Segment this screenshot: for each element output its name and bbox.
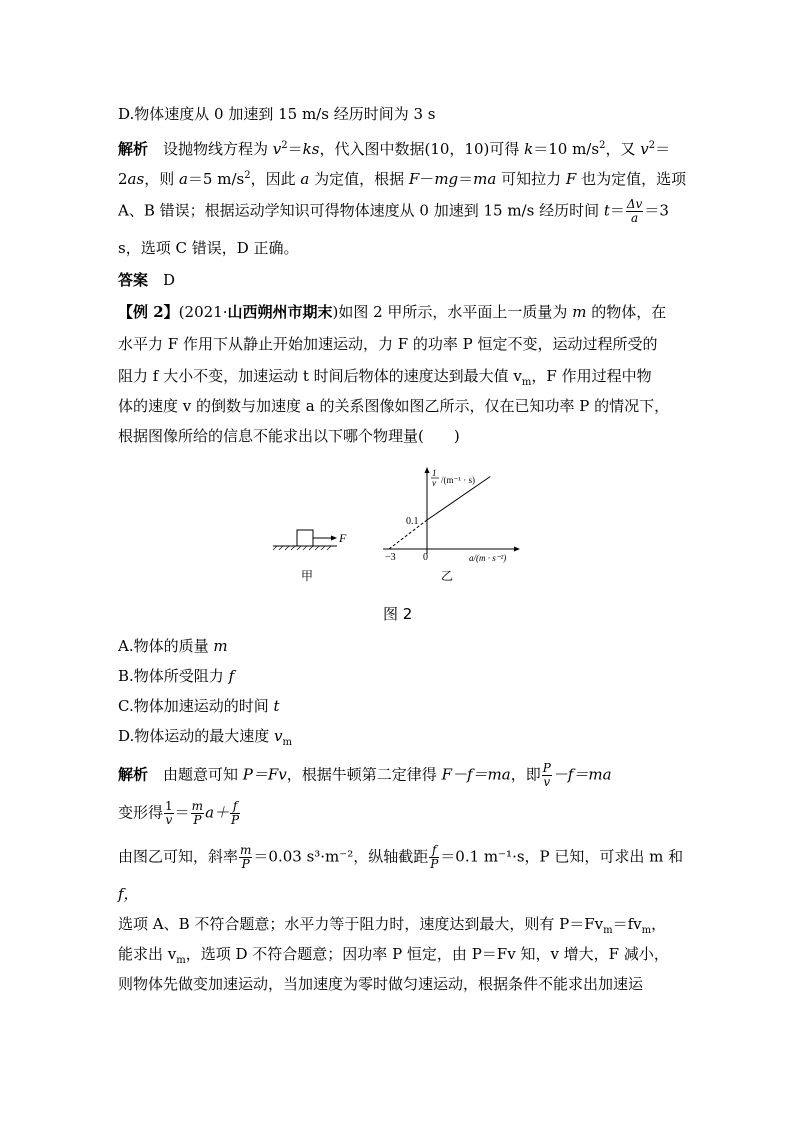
denominator: P [231, 813, 240, 827]
text-seg: 阻力 f 大小不变，加速运动 t 时间后物体的速度达到最大值 v [118, 367, 522, 385]
option-b [118, 666, 234, 686]
text-seg: 选项 A、B 不符合题意；水平力等于阻力时，速度达到最大，则有 P＝Fv [118, 915, 604, 933]
answer-value: D [163, 271, 176, 289]
var: k [524, 140, 534, 158]
diagram-jia [273, 530, 347, 583]
text-seg: ，选项 D 不符合题意；因功率 P 恒定，由 P＝Fv 知，v 增大，F 减小， [185, 945, 669, 963]
text-seg: 设抛物线方程为 [163, 140, 273, 158]
numerator: f [429, 844, 439, 858]
y-intercept-label: 0.1 [406, 516, 419, 527]
text-line: D.物体速度从 0 加速到 15 m/s 经历时间为 3 s [118, 105, 436, 123]
var: as [127, 170, 145, 188]
numerator: 1 [165, 799, 173, 813]
sub: m [176, 955, 186, 966]
analysis2-line-2 [118, 800, 241, 827]
analysis-line-1 [118, 136, 670, 159]
numerator: Δv [626, 197, 643, 211]
example-line-5 [118, 426, 460, 446]
text-seg: (2021· [178, 303, 228, 321]
y-axis-label-den: v [432, 478, 436, 488]
example-line-2 [118, 334, 658, 354]
figure-2 [265, 462, 535, 592]
text-seg: ＝ [655, 140, 671, 158]
text-seg: s，选项 C 错误，D 正确。 [118, 239, 299, 257]
text-seg: ＝ [609, 201, 625, 220]
analysis2-line-4 [118, 884, 139, 904]
var: a＋ [205, 803, 230, 822]
text-seg: 为定值，根据 [309, 170, 409, 188]
text-seg: ＝5 m/s [187, 170, 245, 188]
var: v [272, 140, 282, 158]
var: mg [434, 170, 459, 188]
sub: m [521, 377, 532, 388]
text-seg: 变形得 [118, 803, 164, 822]
sup: 2 [648, 140, 656, 151]
fraction [542, 762, 552, 789]
sup: 2 [599, 140, 606, 151]
option-text: C.物体加速运动的时间 [118, 697, 274, 715]
var: ma [473, 170, 497, 188]
text-seg: 则物体先做变加速运动，当加速度为零时做匀速运动，根据条件不能求出加速运 [118, 975, 644, 993]
text-seg: ＝10 m/s [533, 140, 600, 158]
force-arrowhead [331, 536, 337, 541]
denominator: P [241, 857, 250, 871]
force-label: F [339, 531, 347, 545]
text-seg: 也为定值，选项 [576, 170, 687, 188]
text-seg: 由题意可知 [163, 765, 243, 784]
var: a [300, 170, 310, 188]
example-label: 【例 2】 [118, 303, 179, 321]
var: F－f＝ma [441, 765, 511, 784]
text-seg: ＝ [174, 803, 190, 822]
x-axis-label: a/(m · s⁻²) [469, 553, 507, 563]
text-seg: ，F 作用过程中物 [531, 367, 652, 385]
answer-label: 答案 [118, 271, 149, 289]
var: ks [302, 140, 320, 158]
origin-label: 0 [423, 552, 428, 563]
sub: m [603, 925, 613, 936]
fraction [191, 800, 204, 827]
fraction [429, 844, 439, 871]
option-d [118, 726, 292, 753]
example-line-4 [118, 396, 669, 416]
numerator: f [230, 800, 240, 814]
text-seg: ＝3 [644, 201, 669, 220]
text-seg: 体的速度 v 的倒数与加速度 a 的关系图像如图乙所示，仅在已知功率 P 的情况下， [118, 397, 670, 415]
text-seg: － [419, 170, 435, 188]
analysis2-line-6 [118, 944, 669, 971]
text-seg: ，则 [144, 170, 179, 188]
label-yi: 乙 [441, 569, 454, 583]
text-seg: 根据图像所给的信息不能求出以下哪个物理量( ) [118, 427, 460, 445]
y-axis-arrow [425, 467, 430, 473]
text-seg: 2 [118, 170, 128, 188]
option-text: D.物体运动的最大速度 [118, 727, 275, 745]
text-seg: A、B 错误；根据运动学知识可得物体速度从 0 加速到 15 m/s 经历时间 [118, 201, 604, 220]
var: f [228, 667, 235, 685]
analysis-line-4 [118, 238, 299, 258]
numerator: m [191, 799, 204, 813]
text-seg: ， [651, 915, 667, 933]
fraction [239, 844, 252, 871]
sub: m [282, 737, 292, 748]
chart-yi [383, 467, 520, 583]
block [297, 530, 313, 546]
text-seg: 可知拉力 [496, 170, 566, 188]
text-seg: ，因此 [250, 170, 301, 188]
fraction [164, 800, 174, 827]
text-seg: 由图乙可知，斜率 [118, 847, 239, 866]
source-name: 山西朔州市期末 [227, 303, 333, 321]
analysis-label: 解析 [118, 140, 149, 158]
analysis-label: 解析 [118, 765, 149, 784]
sup: 2 [244, 170, 251, 181]
var: v [640, 140, 649, 158]
numerator: P [542, 761, 551, 775]
text-seg: ＝0.1 m⁻¹·s，P 已知，可求出 m 和 [440, 847, 684, 866]
option-text: A.物体的质量 [118, 637, 214, 655]
fraction [626, 198, 643, 225]
analysis-line-2 [118, 166, 686, 189]
text-seg: ＝0.03 s³·m⁻²，纵轴截距 [253, 847, 429, 866]
text-seg: 能求出 v [118, 945, 177, 963]
sup: 2 [281, 140, 288, 151]
var: m [213, 637, 228, 655]
denominator: a [631, 211, 639, 225]
ground-hatch [273, 546, 331, 550]
var: P＝Fv [242, 765, 287, 784]
analysis2-line-3 [118, 844, 683, 871]
var: t [273, 697, 280, 715]
numerator: m [240, 843, 252, 857]
label-jia: 甲 [301, 569, 314, 583]
sub: m [641, 925, 652, 936]
var: F [408, 170, 420, 188]
denominator: v [543, 775, 551, 789]
var: F [565, 170, 577, 188]
var: a [178, 170, 188, 188]
analysis2-line-1 [118, 762, 612, 789]
analysis2-line-5 [118, 914, 666, 941]
text-seg: ，又 [605, 140, 641, 158]
var: m [572, 303, 587, 321]
answer-line [118, 270, 175, 290]
text-seg: ，即 [510, 765, 541, 784]
text-seg: ＝fv [612, 915, 642, 933]
option-text: B.物体所受阻力 [118, 667, 229, 685]
var: －f＝ma [552, 765, 612, 784]
text-seg: ，代入图中数据(10，10)可得 [319, 140, 525, 158]
option-d-previous [118, 104, 435, 124]
x-intercept-label: −3 [385, 552, 396, 563]
example-line-3 [118, 366, 652, 393]
text-seg: f， [118, 885, 139, 903]
text-seg: ，根据牛顿第二定律得 [286, 765, 442, 784]
var: t [603, 201, 610, 220]
analysis2-line-7 [118, 974, 643, 994]
denominator: v [165, 813, 173, 827]
analysis-line-3 [118, 198, 669, 225]
y-axis-label-num: 1 [432, 468, 437, 478]
text-seg: )如图 2 甲所示，水平面上一质量为 [332, 303, 573, 321]
denominator: P [430, 857, 439, 871]
x-axis-arrow [514, 547, 520, 552]
text-seg: 水平力 F 作用下从静止开始加速运动，力 F 的功率 P 恒定不变，运动过程所受的 [118, 335, 658, 353]
figure-caption: 图 2 [383, 605, 413, 623]
chart-lines [389, 477, 490, 550]
text-seg: ＝ [458, 170, 474, 188]
denominator: P [193, 813, 202, 827]
fraction [230, 800, 240, 827]
var: v [274, 727, 283, 745]
example-line-1 [118, 302, 666, 322]
text-seg: 的物体，在 [586, 303, 667, 321]
option-a [118, 636, 228, 656]
option-c [118, 696, 280, 716]
text-seg: ＝ [287, 140, 303, 158]
y-axis-unit: /(m⁻¹ · s) [441, 475, 475, 485]
